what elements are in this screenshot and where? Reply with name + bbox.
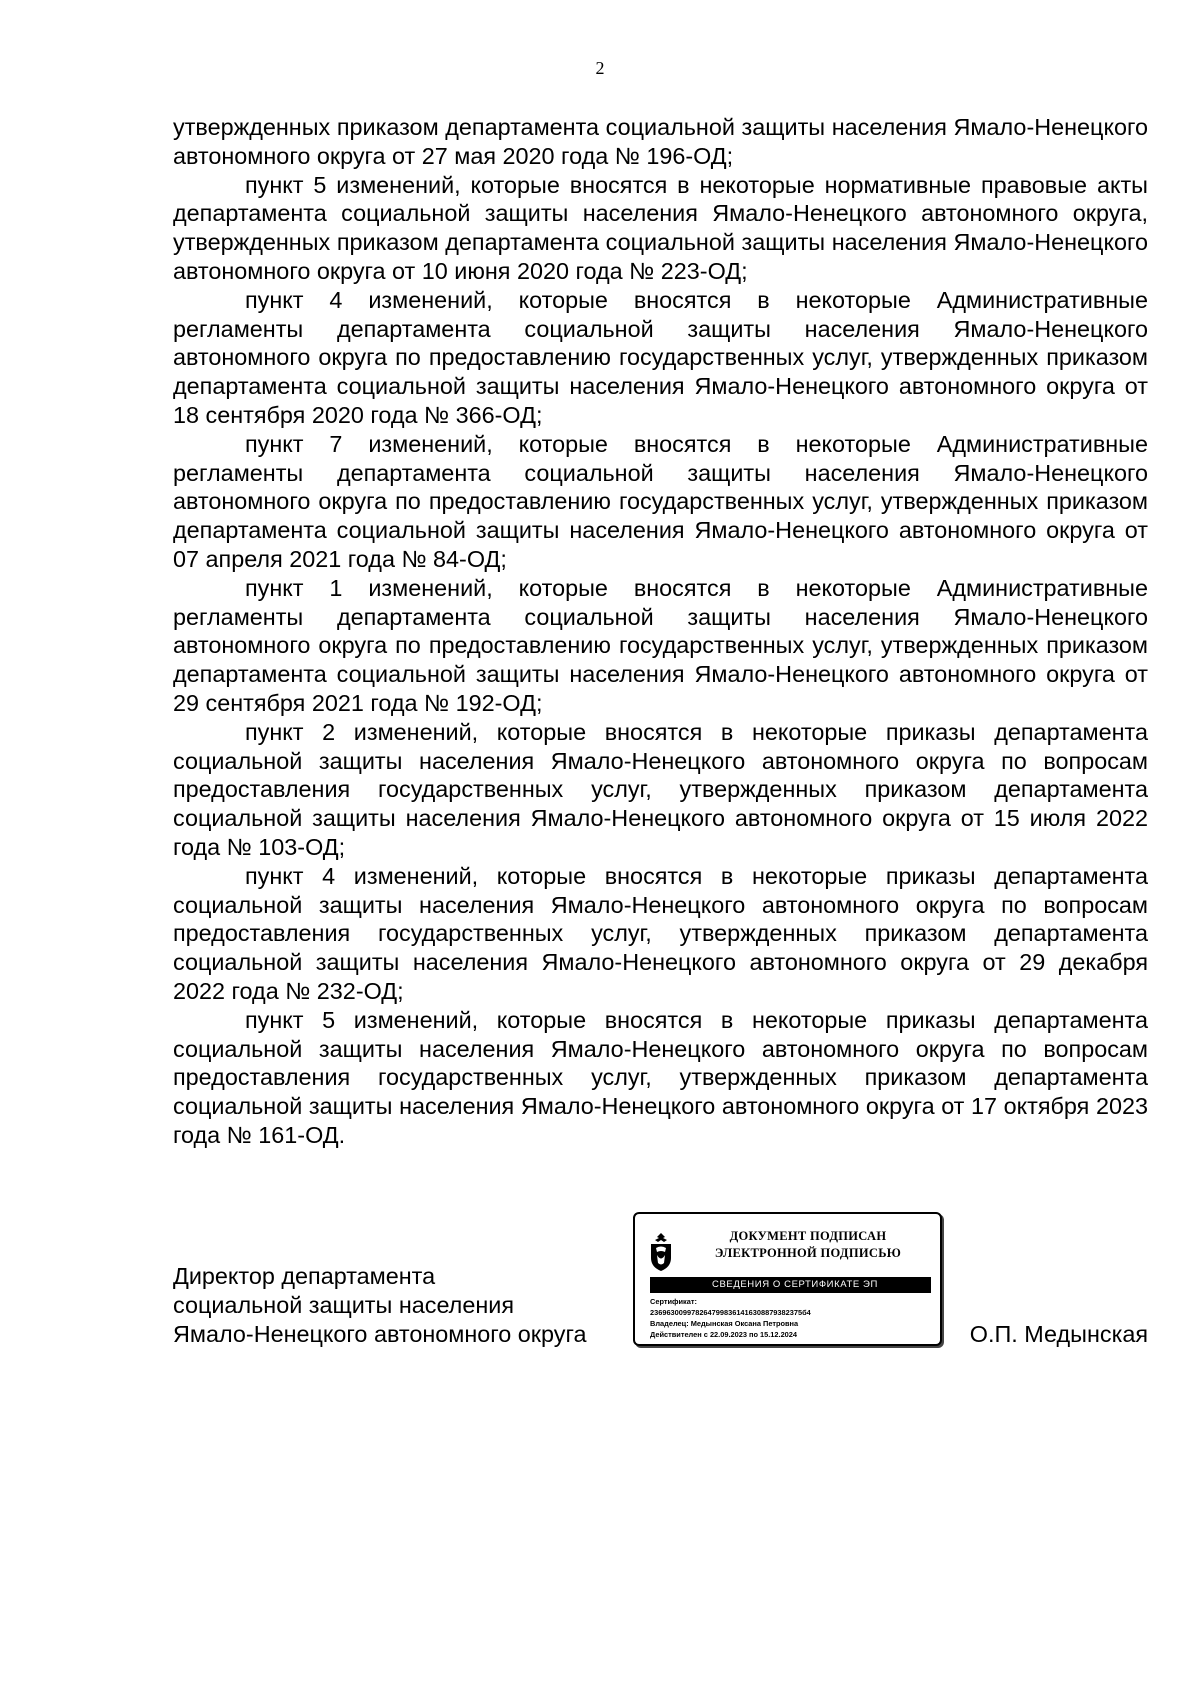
page-number: 2 xyxy=(595,58,605,78)
paragraph: пункт 5 изменений, которые вносятся в некоторые приказы департамента социальной защиты населения Ямало-Ненецкого автономного округа по вопросам предоставления государственных услуг, утвержденных приказом департамента социальной защиты населения Ямало-Ненецкого автономного округа от 17 октября 2023 года № 161-ОД. xyxy=(173,1006,1148,1148)
yamal-coat-of-arms-icon xyxy=(648,1232,674,1272)
paragraph: пункт 4 изменений, которые вносятся в некоторые приказы департамента социальной защиты населения Ямало-Ненецкого автономного округа по вопросам предоставления государственных услуг, утвержденных приказом департамента социальной защиты населения Ямало-Ненецкого автономного округа от 29 декабря 2022 года № 232-ОД; xyxy=(173,862,1148,1004)
certificate-label: Сертификат: xyxy=(650,1297,697,1306)
paragraph: пункт 2 изменений, которые вносятся в некоторые приказы департамента социальной защиты населения Ямало-Ненецкого автономного округа по вопросам предоставления государственных услуг, утвержденных приказом департамента социальной защиты населения Ямало-Ненецкого автономного округа от 15 июля 2022 года № 103-ОД; xyxy=(173,718,1148,860)
signatory-position-line: социальной защиты населения xyxy=(173,1291,514,1318)
stamp-title xyxy=(683,1228,933,1262)
electronic-signature-stamp xyxy=(633,1212,942,1346)
certificate-info-bar: СВЕДЕНИЯ О СЕРТИФИКАТЕ ЭП xyxy=(650,1277,931,1293)
stamp-title-line: ДОКУМЕНТ ПОДПИСАН xyxy=(729,1229,887,1243)
certificate-validity: Действителен с 22.09.2023 по 15.12.2024 xyxy=(650,1330,798,1339)
signatory-position-line: Директор департамента xyxy=(173,1263,436,1289)
document-body xyxy=(173,113,1148,1150)
signatory-position-line: Ямало-Ненецкого автономного округа xyxy=(173,1320,587,1347)
signatory-name: О.П. Медынская xyxy=(969,1320,1148,1347)
paragraph: утвержденных приказом департамента социальной защиты населения Ямало-Ненецкого автономного округа от 27 мая 2020 года № 196-ОД; xyxy=(173,114,1148,169)
certificate-number: 2369630099782647998361416308879382375б4 xyxy=(650,1308,811,1317)
signatory-position xyxy=(173,1262,587,1348)
paragraph: пункт 4 изменений, которые вносятся в некоторые Административные регламенты департамента социальной защиты населения Ямало-Ненецкого автономного округа по предоставлению государственных услуг, утвержденных приказом департамента социальной защиты населения Ямало-Ненецкого автономного округа от 18 сентября 2020 года № 366-ОД; xyxy=(173,286,1148,428)
certificate-details xyxy=(650,1296,935,1340)
paragraph: пункт 7 изменений, которые вносятся в некоторые Административные регламенты департамента социальной защиты населения Ямало-Ненецкого автономного округа по предоставлению государственных услуг, утвержденных приказом департамента социальной защиты населения Ямало-Ненецкого автономного округа от 07 апреля 2021 года № 84-ОД; xyxy=(173,430,1148,572)
paragraph: пункт 5 изменений, которые вносятся в некоторые нормативные правовые акты департамента социальной защиты населения Ямало-Ненецкого автономного округа, утвержденных приказом департамента социальной защиты населения Ямало-Ненецкого автономного округа от 10 июня 2020 года № 223-ОД; xyxy=(173,171,1148,284)
stamp-title-line: ЭЛЕКТРОННОЙ ПОДПИСЬЮ xyxy=(714,1246,902,1260)
paragraph: пункт 1 изменений, которые вносятся в некоторые Административные регламенты департамента социальной защиты населения Ямало-Ненецкого автономного округа по предоставлению государственных услуг, утвержденных приказом департамента социальной защиты населения Ямало-Ненецкого автономного округа от 29 сентября 2021 года № 192-ОД; xyxy=(173,574,1148,716)
certificate-owner: Владелец: Медынская Оксана Петровна xyxy=(650,1319,799,1328)
